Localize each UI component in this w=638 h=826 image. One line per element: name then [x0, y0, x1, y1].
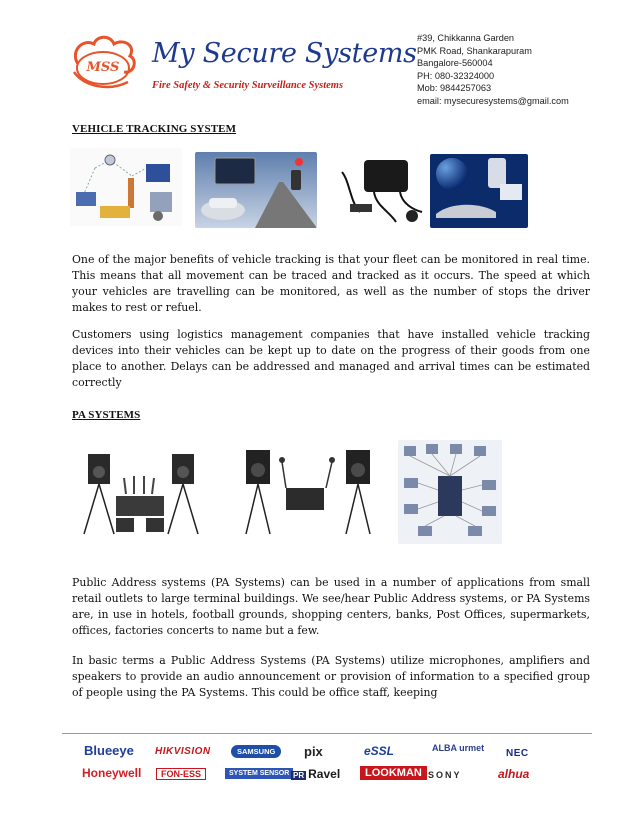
pa-systems-paragraph-2: In basic terms a Public Address Systems (PA Systems) utilize microphones, amplifiers and speakers to provide an audio announcement or provision of information to a specified group of people using the PA Systems. This could be office staff, keeping	[72, 654, 590, 699]
brand-logo-blueeye: Blueeye	[84, 743, 134, 758]
pa-systems-paragraph-1: Public Address systems (PA Systems) can be used in a number of applications from small retail outlets to large terminal buildings. We see/hear Public Address systems, or PA Systems are, in use in hotels, football grounds, shopping centers, banks, Post Offices, supermarkets, offices, factories concerts to name but a few.	[72, 576, 590, 637]
letterhead	[64, 28, 584, 116]
pa-wiring-diagram	[398, 440, 502, 544]
brand-logo-alba-urmet: ALBA urmet	[432, 743, 485, 753]
brand-logo-fon-ess: FON-ESS	[156, 768, 206, 780]
brand-logo-system-sensor: SYSTEM SENSOR	[225, 768, 293, 779]
gps-network-diagram	[70, 148, 182, 226]
brand-logo-ravel: PR Ravel	[293, 767, 341, 781]
logo-abbr: MSS	[86, 60, 120, 75]
brand-logo-sony: SONY	[428, 770, 462, 780]
company-tagline: Fire Safety & Security Surveillance Systems	[152, 80, 344, 91]
brand-logo-nec: NEC	[506, 748, 529, 759]
vehicle-tracking-paragraph-2: Customers using logistics management companies that have installed vehicle tracking devices into their vehicles can be kept up to date on the progress of their goods from one place to another. Delays can be addressed and managed and arrival times can be estimated correctly	[72, 328, 590, 389]
brand-logo-ravel-text: Ravel	[308, 767, 341, 781]
gps-device-photo	[330, 152, 428, 228]
address-line: #39, Chikkanna Garden	[417, 33, 515, 43]
email: email: mysecuresystems@gmail.com	[417, 95, 569, 106]
footer-divider	[62, 733, 592, 734]
address-line: PMK Road, Shankarapuram	[417, 45, 532, 56]
brand-logo-essl: eSSL	[364, 744, 395, 758]
pa-mixer-kit-photo	[76, 448, 204, 540]
mobile: Mob: 9844257063	[417, 83, 492, 94]
vehicle-tracking-heading: VEHICLE TRACKING SYSTEM	[72, 123, 237, 135]
brand-logo-lookman: LOOKMAN	[360, 766, 427, 780]
brand-logo-samsung: SAMSUNG	[231, 745, 281, 758]
company-address	[417, 32, 569, 108]
vehicle-gps-photo	[195, 152, 317, 228]
brand-logo-pix: pix	[304, 744, 323, 759]
brand-logo-dahua: alhua	[498, 767, 530, 781]
brand-logos	[78, 740, 588, 786]
address-line: Bangalore-560004	[417, 58, 493, 69]
vehicle-tracking-paragraph-1: One of the major benefits of vehicle tracking is that your fleet can be monitored in real time. This means that all movement can be traced and tracked as it occurs. The speed at which your vehicles are travelling can be monitored, as well as the number of stops the driver makes to rest or refuel.	[72, 253, 590, 314]
brand-logo-hikvision: HIKVISION	[155, 746, 211, 757]
pa-speaker-set-photo	[242, 448, 374, 536]
phone: PH: 080-32324000	[417, 70, 495, 81]
company-name: My Secure Systems	[152, 38, 417, 69]
tracking-concept-graphic	[430, 154, 528, 228]
pa-systems-heading: PA SYSTEMS	[72, 409, 141, 421]
brand-logo-honeywell: Honeywell	[82, 766, 142, 780]
